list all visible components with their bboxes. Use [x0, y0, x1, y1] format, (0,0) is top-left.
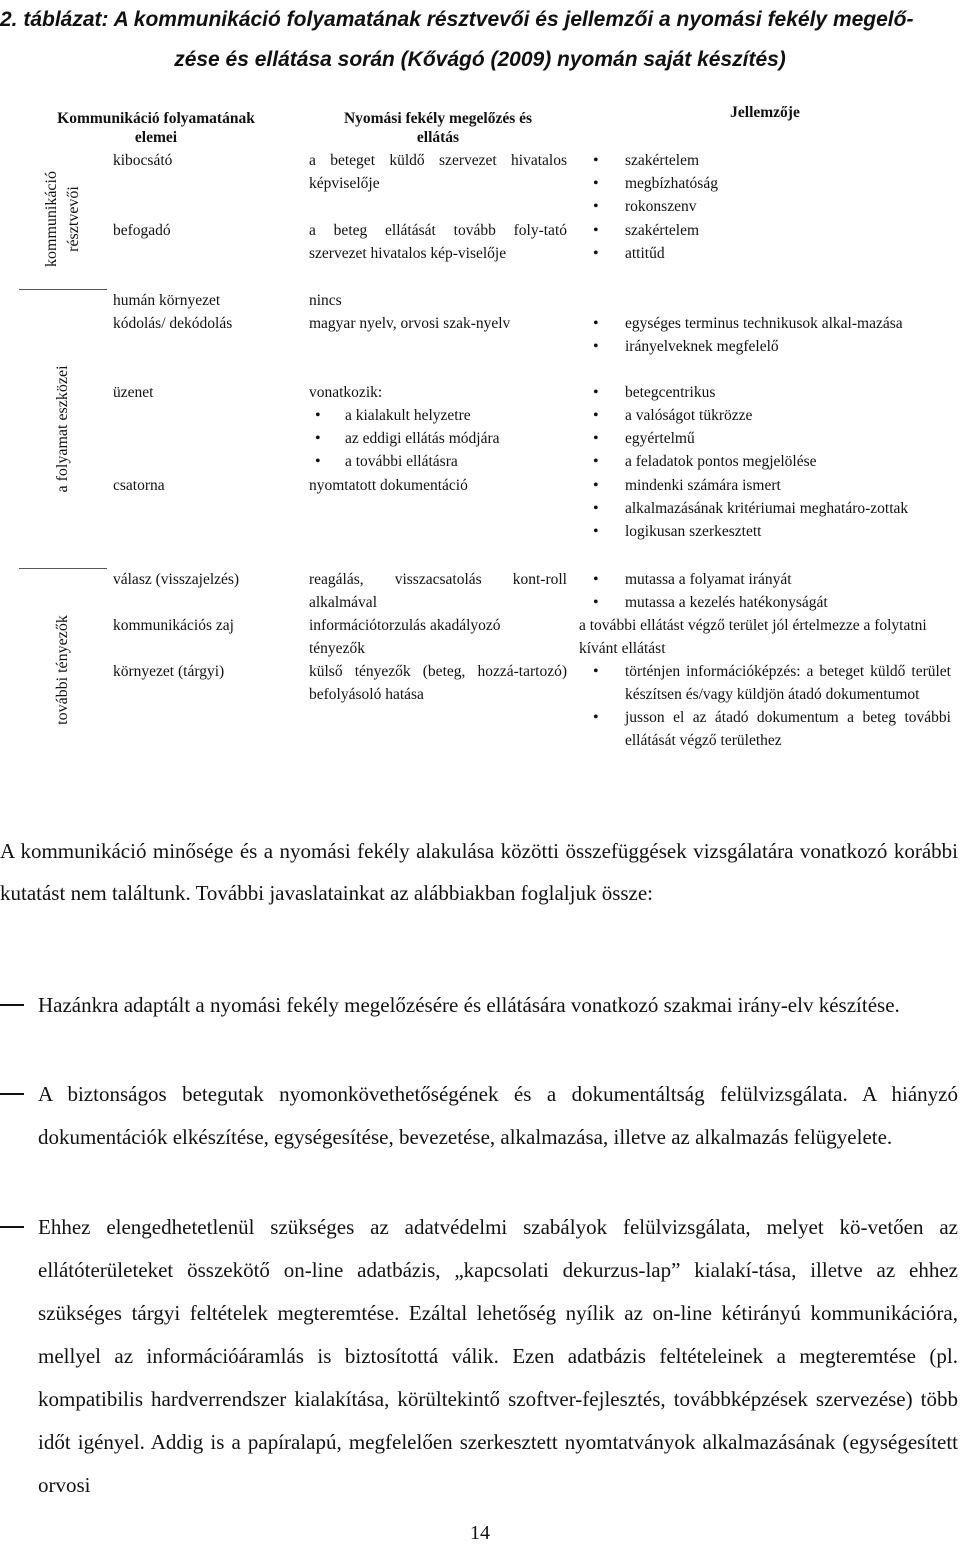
element-kornyezet: környezet (tárgyi) — [113, 663, 225, 680]
header-features: Jellemzője — [730, 104, 800, 121]
feature-item: • irányelveknek megfelelő — [579, 335, 951, 358]
list-item — [0, 1073, 958, 1159]
prevention-valasz: reagálás, visszacsatolás kont-roll alkalmával — [309, 571, 567, 611]
group-tools — [19, 289, 107, 568]
prevention-item: • a további ellátásra — [309, 450, 567, 473]
feature-item: • alkalmazásának kritériumai meghatáro-zottak — [579, 497, 951, 520]
feature-item: • megbízhatóság — [579, 172, 951, 195]
features-uzenet — [573, 381, 957, 474]
element-befogado: befogadó — [113, 222, 171, 239]
prevention-zaj: információtorzulás akadályozó tényezők — [309, 617, 501, 657]
feature-item: • a valóságot tükrözze — [579, 404, 951, 427]
prevention-item: • az eddigi ellátás módjára — [309, 427, 567, 450]
caption-line-1: 2. táblázat: A kommunikáció folyamatának résztvevői és jellemzői a nyomási fekély megelő- — [0, 8, 914, 31]
prevention-kornyezet: külső tényezők (beteg, hozzá-tartozó) befolyásoló hatása — [309, 663, 567, 703]
feature-item: • rokonszenv — [579, 195, 951, 218]
prevention-kodolas: magyar nyelv, orvosi szak-nyelv — [309, 315, 511, 332]
prevention-kibocsato: a beteget küldő szervezet hivatalos képviselője — [309, 152, 567, 192]
feature-item: • egyértelmű — [579, 427, 951, 450]
dash-marker — [0, 1226, 24, 1228]
features-zaj: a további ellátást végző terület jól értelmezze a folytatni kívánt ellátást — [579, 617, 927, 657]
feature-item: • történjen információképzés: a beteget küldő terület készítsen és/vagy küldjön átadó dokumentumot — [579, 660, 951, 706]
element-valasz: válasz (visszajelzés) — [113, 571, 240, 588]
feature-item: • mutassa a folyamat irányát — [579, 568, 951, 591]
feature-item: • betegcentrikus — [579, 381, 951, 404]
caption-line-2: zése és ellátása során (Kővágó (2009) nyomán saját készítés) — [174, 48, 786, 71]
prevention-uzenet-intro: vonatkozik: — [309, 384, 383, 401]
element-kodolas: kódolás/ dekódolás — [113, 315, 233, 332]
prevention-befogado: a beteg ellátását tovább foly-tató szervezet hivatalos kép-viselője — [309, 222, 567, 262]
dash-marker — [0, 1093, 24, 1095]
feature-item: • mindenki számára ismert — [579, 474, 951, 497]
feature-item: • egységes terminus technikusok alkal-mazása — [579, 312, 951, 335]
prevention-item: • a kialakult helyzetre — [309, 404, 567, 427]
element-kibocsato: kibocsátó — [113, 152, 173, 169]
list-item-text: Hazánkra adaptált a nyomási fekély megelőzésére és ellátására vonatkozó szakmai irány-elv készítése. — [38, 993, 900, 1017]
features-kibocsato — [573, 149, 957, 219]
list-item — [0, 1206, 958, 1507]
list-item — [0, 984, 958, 1027]
element-zaj: kommunikációs zaj — [113, 617, 234, 634]
group-tools-label: a folyamat eszközei — [54, 364, 71, 493]
feature-item: • logikusan szerkesztett — [579, 520, 951, 543]
dash-marker — [0, 1004, 24, 1006]
prevention-human: nincs — [309, 292, 342, 309]
element-csatorna: csatorna — [113, 477, 165, 494]
header-prevention: Nyomási fekély megelőzés és ellátás — [343, 110, 533, 146]
features-valasz — [573, 568, 957, 614]
group-other-factors-label: további tényezők — [54, 614, 71, 725]
communication-table — [19, 103, 957, 771]
prevention-uzenet — [303, 381, 573, 474]
list-item-text: A biztonságos betegutak nyomonkövethetőségének és a dokumentáltság felülvizsgálata. A hiányzó dokumentációk elkészítése, egységesítése, bevezetése, alkalmazása, illetve az alkalmazás felügyelete. — [38, 1082, 958, 1149]
feature-item: • szakértelem — [579, 149, 951, 172]
features-befogado — [573, 219, 957, 289]
feature-item: • attitűd — [579, 242, 951, 265]
page-number: 14 — [470, 1522, 490, 1544]
group-other-factors — [19, 568, 107, 771]
element-human: humán környezet — [113, 292, 221, 309]
table-caption — [0, 0, 960, 80]
body-paragraph: A kommunikáció minősége és a nyomási fekély alakulása közötti összefüggések vizsgálatára vonatkozó korábbi kutatást nem találtunk. További javaslatainkat az alábbiakban foglaljuk össze: — [0, 839, 958, 905]
element-uzenet: üzenet — [113, 384, 154, 401]
feature-item: • mutassa a kezelés hatékonyságát — [579, 591, 951, 614]
features-kodolas — [573, 312, 957, 381]
features-csatorna — [573, 474, 957, 567]
group-participants — [19, 149, 107, 289]
prevention-csatorna: nyomtatott dokumentáció — [309, 477, 468, 494]
features-kornyezet — [573, 660, 957, 771]
feature-item: • a feladatok pontos megjelölése — [579, 450, 951, 473]
group-participants-label: kommunikáció résztvevői — [43, 170, 82, 267]
feature-item: • jusson el az átadó dokumentum a beteg további ellátását végző területhez — [579, 706, 951, 752]
header-elements: Kommunikáció folyamatának elemei — [57, 110, 255, 146]
feature-item: • szakértelem — [579, 219, 951, 242]
list-item-text: Ehhez elengedhetetlenül szükséges az adatvédelmi szabályok felülvizsgálata, melyet kö-vetően az ellátóterületeket összekötő on-line adatbázis, „kapcsolati dekurzus-lap” kialakí-tása, illetve az ehhez szükséges tárgyi feltételek megteremtése. Ezáltal lehetőség nyílik az on-line kétirányú kommunikációra, mellyel az információáramlás is biztosítottá válik. Ezen adatbázis feltételeinek a megteremtése (pl. kompatibilis hardverrendszer kialakítása, körültekintő szoftver-fejlesztés, továbbképzések szervezése) több időt igényel. Addig is a papíralapú, megfelelően szerkesztett nyomtatványok alkalmazásának (egységesített orvosi — [38, 1215, 958, 1497]
